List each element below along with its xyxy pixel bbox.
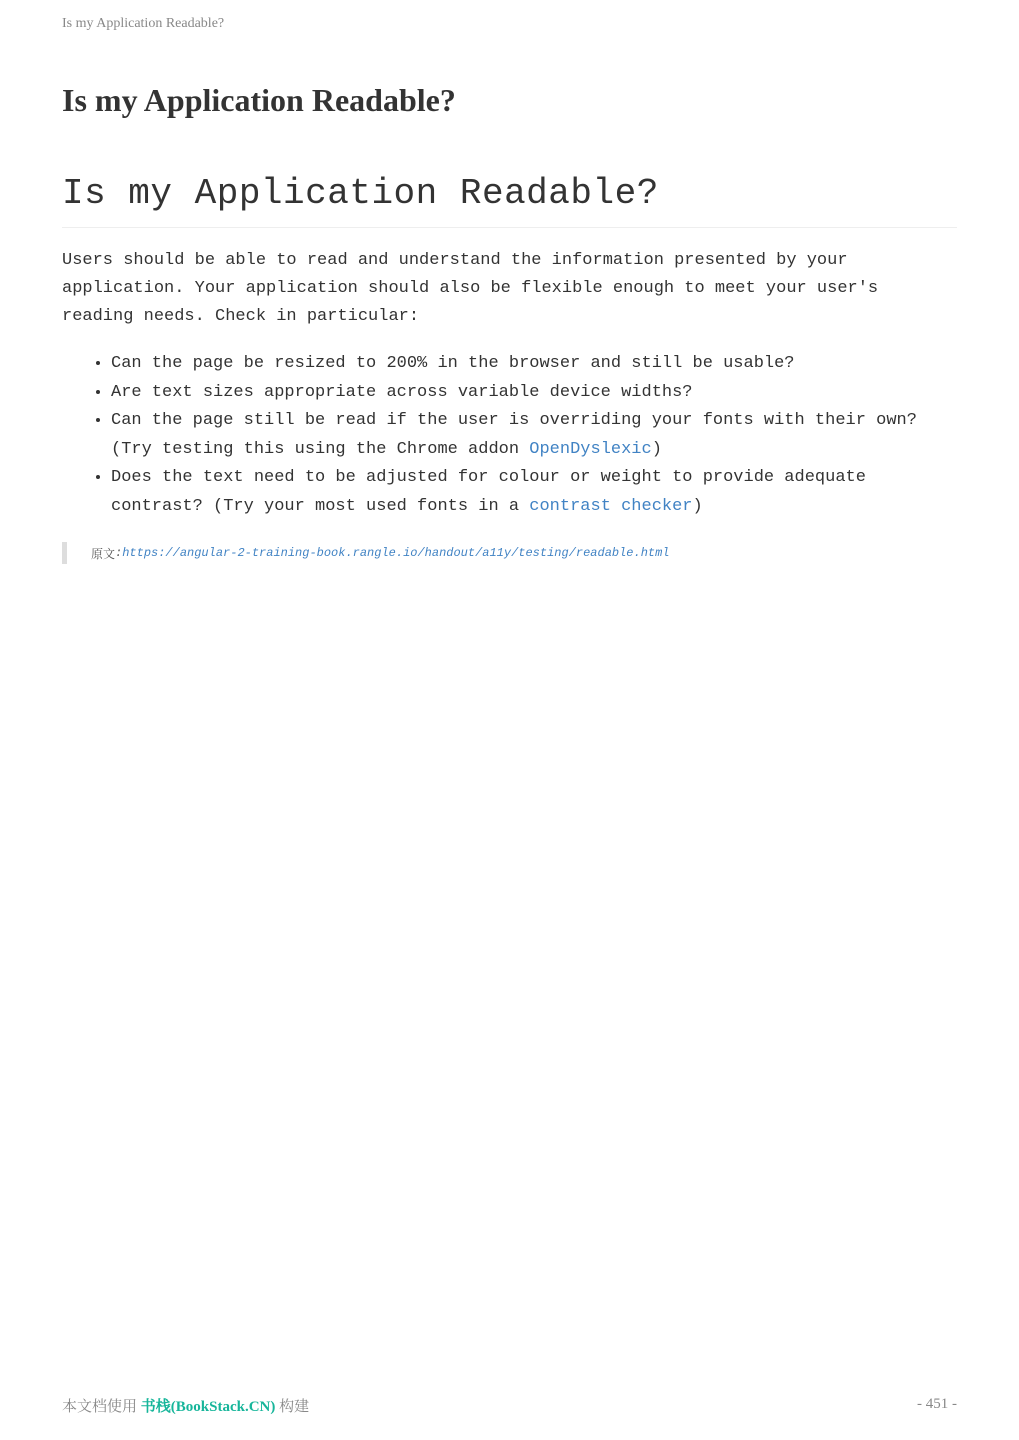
list-item-text: Are text sizes appropriate across variable device widths? [111,382,693,402]
list-item-text: Does the text need to be adjusted for colour or weight to provide adequate contrast? (Try your most used fonts in a [111,468,866,516]
list-item [111,350,957,379]
footer-prefix: 本文档使用 [62,1399,141,1415]
list-item-text: ) [692,496,703,516]
intro-paragraph: Users should be able to read and understand the information presented by your application. Your application should also be flexible enough to meet your user's reading needs. Check in particular: [62,251,879,326]
section-title: Is my Application Readable? [62,170,957,228]
list-item [111,464,957,521]
source-blockquote [62,542,957,564]
chapter-title: Is my Application Readable? [62,82,456,118]
footer-credit [62,1395,309,1416]
list-item-text: Can the page be resized to 200% in the browser and still be usable? [111,354,795,373]
footer-suffix: 构建 [275,1399,310,1415]
list-item [111,407,957,464]
contrast-checker-link[interactable]: contrast checker [529,496,693,516]
source-label: 原文 [91,546,116,561]
list-item-text: ) [651,439,662,459]
article-content [62,170,957,564]
page-number: - 451 - [917,1396,957,1412]
source-separator: : [115,546,123,560]
list-item-text: Can the page still be read if the user is overriding your fonts with their own? (Try testing this using the Chrome addon [111,411,917,459]
source-url-link[interactable]: https://angular-2-training-book.rangle.io/handout/a11y/testing/readable.html [122,546,670,560]
running-header: Is my Application Readable? [62,16,225,31]
checklist [62,350,957,521]
list-item [111,379,957,408]
opendyslexic-link[interactable]: OpenDyslexic [529,439,652,459]
bookstack-link[interactable]: 书栈(BookStack.CN) [140,1399,276,1415]
